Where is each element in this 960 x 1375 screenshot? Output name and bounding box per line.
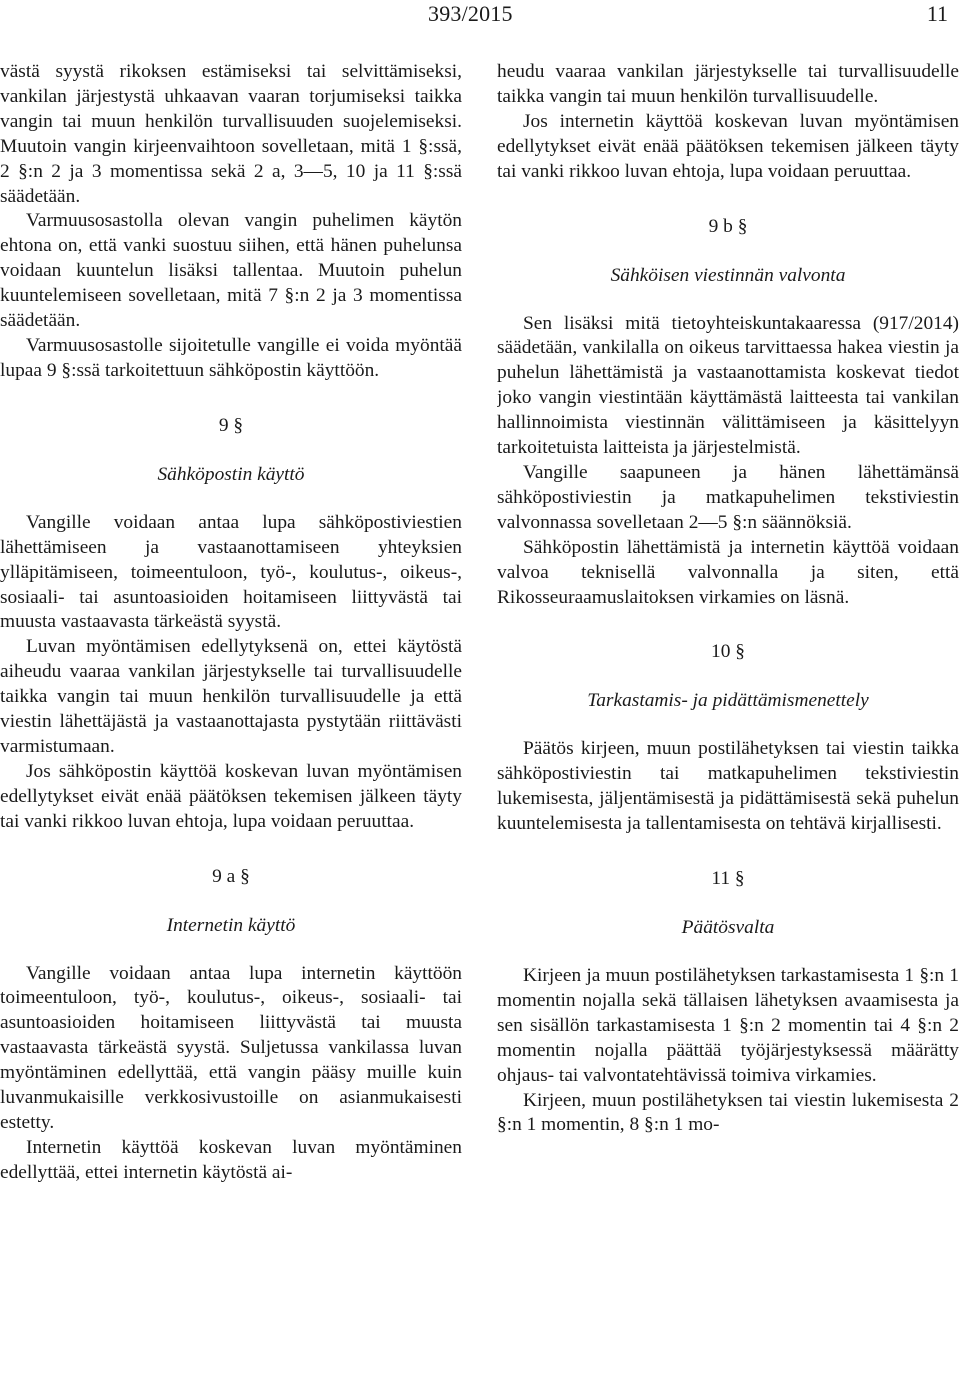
- right-column: [497, 60, 959, 1370]
- paragraph: Kirjeen, muun postilähetyksen tai viestin lukemisesta 2 §:n 1 momentin, 8 §:n 1 mo-: [497, 1089, 959, 1136]
- paragraph: Päätös kirjeen, muun postilähetyksen tai viestin taikka sähköpostiviestin tai matkapuhelimen tekstiviestin lukemisesta, jäljentämisestä ja pidättämisestä sekä puhelun kuuntelemisesta ja tallentamisesta on tehtävä kirjallisesti.: [497, 738, 959, 835]
- paragraph: Varmuusosastolle sijoitetulle vangille ei voida myöntää lupaa 9 §:ssä tarkoitettuun sähköpostin käyttöön.: [0, 334, 462, 381]
- section-title: Tarkastamis- ja pidättämismenettely: [587, 690, 869, 712]
- paragraph: heudu vaaraa vankilan järjestykselle tai turvallisuudelle taikka vangin tai muun henkilön turvallisuudelle.: [497, 61, 959, 107]
- paragraph: Jos internetin käyttöä koskevan luvan myöntämisen edellytykset eivät enää päätöksen tekemisen jälkeen täyty tai vanki rikkoo luvan ehtoja, lupa voidaan peruuttaa.: [497, 110, 959, 182]
- section-title: Päätösvalta: [681, 917, 775, 939]
- paragraph: Vangille saapuneen ja hänen lähettämänsä sähköpostiviestin ja matkapuhelimen tekstiviestin valvonnassa sovelletaan 2—5 §:n säännöksiä.: [497, 461, 959, 533]
- paragraph: Kirjeen ja muun postilähetyksen tarkastamisesta 1 §:n 1 momentin nojalla sekä tällaisen lähetyksen avaamisesta ja sen sisällön tarkastamisesta 1 §:n 2 momentin tai 4 §:n 2 momentin nojalla päättää työjärjestyksessä määrätty ohjaus- tai valvontatehtävissä toimiva virkamies.: [497, 965, 959, 1086]
- page-number: 11: [926, 1, 948, 26]
- section-number: 9 b §: [708, 215, 748, 237]
- section-title: Sähköisen viestinnän valvonta: [610, 264, 846, 286]
- paragraph: Internetin käyttöä koskevan luvan myöntäminen edellyttää, ettei internetin käytöstä ai-: [0, 1136, 462, 1183]
- section-number: 9 a §: [212, 865, 250, 887]
- section-title: Sähköpostin käyttö: [157, 463, 305, 485]
- page-header: [0, 0, 960, 36]
- section-number: 10 §: [711, 641, 745, 663]
- section-number: 9 §: [218, 414, 244, 436]
- section-number: 11 §: [711, 868, 745, 890]
- paragraph: Luvan myöntämisen edellytyksenä on, ettei käytöstä aiheudu vaaraa vankilan järjestykselle tai turvallisuudelle taikka vangin tai muun henkilön turvallisuudelle ja että viestin lähettäjästä ja vastaanottajasta pystytään riittävästi varmistumaan.: [0, 636, 462, 757]
- paragraph: Varmuusosastolla olevan vangin puhelimen käytön ehtona on, että vanki suostuu siihen, että hänen puhelunsa voidaan kuuntelun lisäksi tallentaa. Muutoin puhelun kuuntelemiseen sovelletaan, mitä 7 §:n 2 ja 3 momentissa säädetään.: [0, 210, 462, 332]
- paragraph: Vangille voidaan antaa lupa internetin käyttöön toimeentuloon, työ-, koulutus-, oikeus-, sosiaali- tai asuntoasioiden hoitamiseen liittyvästä tai muusta vastaavasta tärkeästä syystä. Suljetussa vankilassa luvan myöntäminen edellyttää, että vangin pääsy muille kuin luvanmukaisille verkkosivustoille on asianmukaisesti estetty.: [0, 962, 462, 1133]
- paragraph: västä syystä rikoksen estämiseksi tai selvittämiseksi, vankilan järjestystä uhkaavan vaaran torjumiseksi taikka vangin tai muun henkilön turvallisuuden suojelemiseksi. Muutoin vangin kirjeenvaihtoon sovelletaan, mitä 1 §:ssä, 2 §:n 2 ja 3 momentissa sekä 2 a, 3—5, 10 ja 11 §:ssä säädetään.: [0, 61, 462, 207]
- paragraph: Sähköpostin lähettämistä ja internetin käyttöä voidaan valvoa teknisellä valvonnalla ja siten, että Rikosseuraamuslaitoksen virkamies on läsnä.: [497, 536, 959, 608]
- paragraph: Vangille voidaan antaa lupa sähköpostiviestien lähettämiseen ja vastaanottamiseen yhteyksien ylläpitämiseen, toimeentuloon, työ-, koulutus-, oikeus-, sosiaali- tai asuntoasioiden hoitamiseen liittyvästä tai muusta vastaavasta tärkeästä syystä.: [0, 511, 462, 633]
- text-columns: [0, 60, 960, 1370]
- paragraph: Sen lisäksi mitä tietoyhteiskuntakaaressa (917/2014) säädetään, vankilalla on oikeus tarvittaessa hakea viestin ja puhelun lähettämistä ja vastaanottamista koskevat tiedot joko vangin viestintään käyttämästä laitteesta tai vankilan hallinnoimista viestinnän välittämiseen ja käsittelyyn tarkoitetuista laitteista ja järjestelmistä.: [497, 312, 959, 459]
- left-column: [0, 60, 462, 1370]
- section-title: Internetin käyttö: [166, 914, 296, 936]
- document-number: 393/2015: [428, 1, 513, 26]
- paragraph: Jos sähköpostin käyttöä koskevan luvan myöntämisen edellytykset eivät enää päätöksen tekemisen jälkeen täyty tai vanki rikkoo luvan ehtoja, lupa voidaan peruuttaa.: [0, 760, 462, 832]
